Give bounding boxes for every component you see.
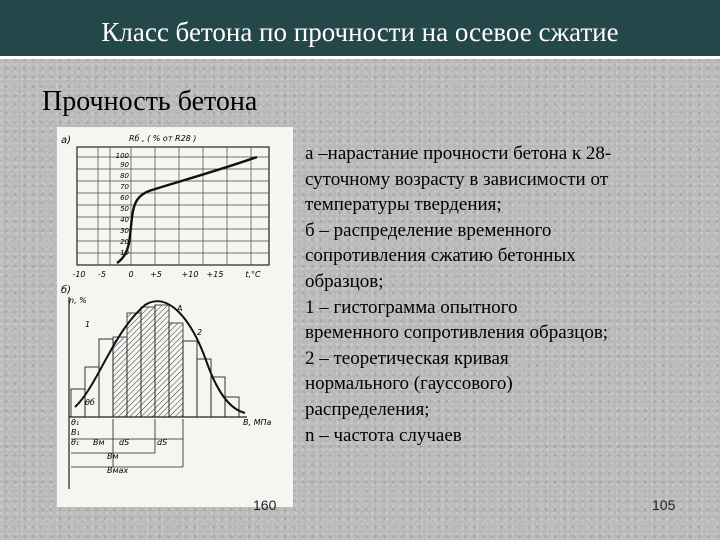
- a-ytick: 90: [120, 161, 129, 169]
- label-ds: dS: [119, 438, 130, 447]
- page-number-right: 105: [652, 497, 676, 513]
- label-theta-1b: θ₁: [71, 438, 80, 447]
- slide-title: Класс бетона по прочности на осевое сжатие: [101, 17, 619, 47]
- caption-line: 1 – гистограмма опытного: [305, 296, 518, 318]
- caption-line: образцов;: [305, 270, 384, 292]
- a-ytick: 50: [120, 205, 129, 213]
- label-point-a: A: [177, 304, 183, 313]
- caption-line: б – распределение временного: [305, 219, 552, 241]
- label-bmax: Bмаx: [107, 466, 129, 475]
- caption-line: сопротивления сжатию бетонных: [305, 245, 576, 267]
- graph-a-curve: [117, 157, 257, 263]
- a-ytick: 100: [115, 152, 129, 160]
- figure-image: [57, 127, 293, 507]
- caption-line: 2 – теоретическая кривая: [305, 347, 509, 369]
- graph-a-grid: [77, 147, 269, 265]
- label-xunit: B, МПа: [243, 418, 272, 427]
- label-bm: Bм: [93, 438, 105, 447]
- label-theta-1: θ₁: [71, 418, 80, 427]
- a-ytick: 60: [120, 194, 129, 202]
- a-ytick: 10: [120, 249, 129, 257]
- caption-line: температуры твердения;: [305, 194, 502, 216]
- graph-a-label: а): [61, 135, 72, 146]
- a-xunit: t,°C: [245, 270, 261, 279]
- a-xtick: -5: [98, 270, 106, 279]
- caption-line: распределения;: [305, 398, 430, 420]
- page-number-left: 160: [253, 497, 277, 513]
- graph-a-ylabel: Rб , ( % от R28 ): [129, 134, 197, 143]
- graph-b-label: б): [61, 285, 72, 296]
- a-ytick: 30: [120, 227, 129, 235]
- a-xtick: -10: [72, 270, 86, 279]
- a-ytick: 40: [120, 216, 129, 224]
- a-xtick: 0: [128, 270, 134, 279]
- label-b1: B₁: [71, 428, 80, 437]
- histogram-hatched: [113, 305, 183, 417]
- label-histogram: 1: [85, 320, 91, 329]
- caption-line: суточному возрасту в зависимости от: [305, 168, 608, 190]
- label-curve: 2: [197, 328, 203, 337]
- caption-line: нормального (гауссового): [305, 373, 513, 395]
- label-bm-2: Bм: [107, 452, 119, 461]
- graph-a-frame: [77, 147, 269, 265]
- slide-subtitle: Прочность бетона: [42, 86, 258, 117]
- caption-line: временного сопротивления образцов;: [305, 322, 609, 344]
- a-xtick: +5: [150, 270, 162, 279]
- a-ytick: 80: [120, 172, 129, 180]
- a-ytick: 70: [120, 183, 129, 191]
- title-divider: [0, 56, 720, 59]
- a-ytick: 20: [120, 238, 129, 246]
- figure-caption: [305, 141, 715, 448]
- label-ds: dS: [157, 438, 168, 447]
- caption-line: n – частота случаев: [305, 424, 462, 446]
- caption-line: а –нарастание прочности бетона к 28-: [305, 143, 612, 164]
- label-theta-b: θб: [85, 398, 95, 407]
- a-xtick: +10: [181, 270, 199, 279]
- graph-b-ylabel: n, %: [69, 296, 87, 305]
- a-xtick: +15: [206, 270, 224, 279]
- figure-drawing: [57, 127, 293, 507]
